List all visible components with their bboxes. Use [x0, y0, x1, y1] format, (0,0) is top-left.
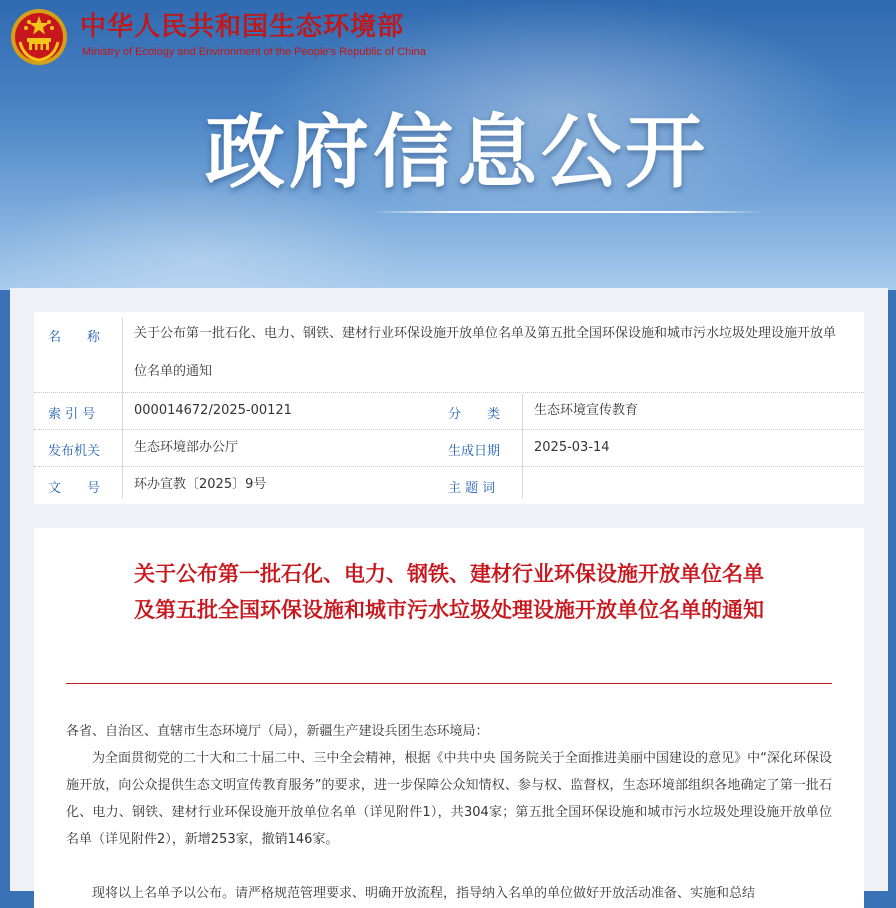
ministry-name-en[interactable]: Ministry of Ecology and Environment of the People's Republic of China — [82, 46, 426, 58]
meta-label-category: 分 类 — [448, 407, 501, 422]
meta-row-index — [34, 393, 864, 430]
article-title: 关于公布第一批石化、电力、钢铁、建材行业环保设施开放单位名单及第五批全国环保设施和城市污水垃圾处理设施开放单位名单的通知 — [134, 562, 764, 622]
meta-label-date: 生成日期 — [448, 444, 501, 459]
meta-value-name: 关于公布第一批石化、电力、钢铁、建材行业环保设施开放单位名单及第五批全国环保设施和城市污水垃圾处理设施开放单位名单的通知 — [134, 326, 837, 379]
meta-row-name — [34, 312, 864, 393]
article-paragraph-1: 为全面贯彻党的二十大和二十届二中、三中全会精神，根据《中共中央 国务院关于全面推进美丽中国建设的意见》中“深化环保设施开放，向公众提供生态文明宣传教育服务”的要求，进一步保障公众知情权、参与权、监督权，生态环境部组织各地确定了第一批石化、电力、钢铁、建材行业环保设施开放单位名单（详见附件1），共304家；第五批全国环保设施和城市污水垃圾处理设施开放单位名单（详见附件2），新增253家，撤销146家。 — [66, 751, 832, 847]
meta-label-docno: 文 号 — [48, 481, 101, 496]
article-salutation: 各省、自治区、直辖市生态环境厅（局），新疆生产建设兵团生态环境局： — [66, 724, 489, 739]
meta-value-issuer: 生态环境部办公厅 — [134, 440, 239, 455]
meta-value-category: 生态环境宣传教育 — [534, 403, 639, 418]
article-paragraph-2: 现将以上名单予以公布。请严格规范管理要求、明确开放流程，指导纳入名单的单位做好开放活动准备、实施和总结 — [92, 886, 756, 901]
meta-row-issuer — [34, 430, 864, 467]
meta-value-docno: 环办宣教〔2025〕9号 — [134, 477, 267, 492]
header-banner — [0, 0, 896, 290]
ministry-name-cn[interactable]: 中华人民共和国生态环境部 — [80, 12, 405, 42]
national-emblem-icon — [10, 8, 68, 66]
meta-label-name: 名 称 — [48, 330, 101, 345]
meta-row-docno — [34, 467, 864, 503]
title-divider — [66, 683, 832, 684]
page-content — [10, 288, 888, 901]
document-metadata-panel — [34, 312, 864, 504]
meta-label-issuer: 发布机关 — [48, 444, 101, 459]
meta-value-index: 000014672/2025-00121 — [134, 403, 292, 418]
meta-label-subject: 主 题 词 — [448, 481, 496, 496]
title-underline — [372, 211, 762, 213]
meta-value-date: 2025-03-14 — [534, 440, 610, 455]
section-title: 政府信息公开 — [205, 106, 709, 199]
meta-label-index: 索 引 号 — [48, 407, 96, 422]
article-body — [34, 528, 864, 908]
